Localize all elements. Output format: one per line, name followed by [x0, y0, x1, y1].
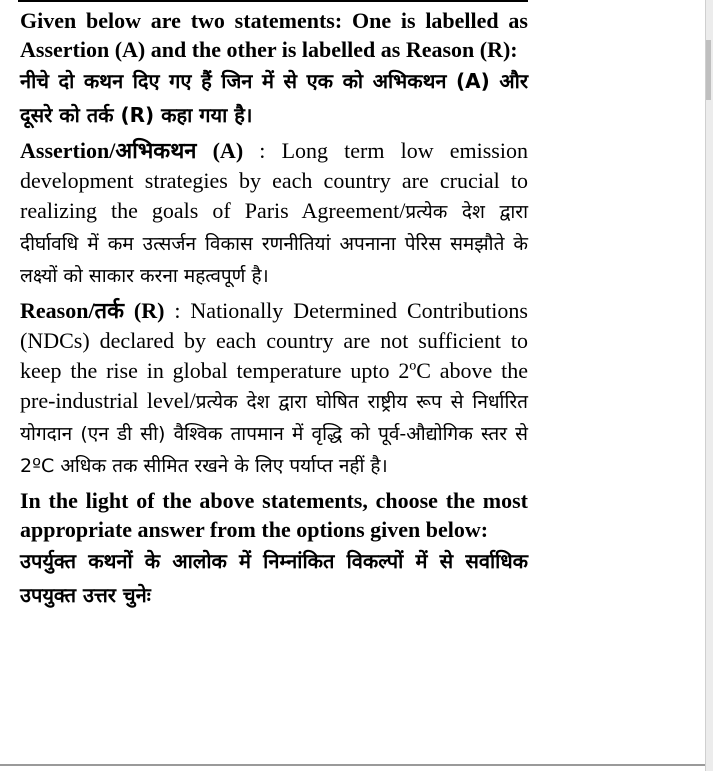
intro-hindi: नीचे दो कथन दिए गए हैं जिन में से एक को अभिकथन (A) और दूसरे को तर्क (R) कहा गया है।: [20, 69, 528, 127]
instruction-hindi: उपर्युक्त कथनों के आलोक में निम्नांकित विकल्पों में से सर्वाधिक उपयुक्त उत्तर चुनेः: [20, 549, 528, 607]
reason-statement: [20, 296, 528, 482]
reason-separator: :: [164, 298, 191, 323]
bottom-rule: [0, 764, 705, 766]
assertion-english: Long term low emission development strategies by each country are crucial to realizing the goals of Paris Agreement/: [20, 138, 528, 223]
assertion-statement: [20, 136, 528, 292]
scrollbar-track[interactable]: [705, 0, 713, 771]
assertion-hindi: प्रत्येक देश द्वारा दीर्घावधि में कम उत्सर्जन विकास रणनीतियां अपनाना पेरिस समझौते के लक्ष्यों को साकार करना महत्वपूर्ण है।: [20, 201, 528, 287]
assertion-label: Assertion/अभिकथन (A): [20, 138, 244, 163]
scrollbar-thumb[interactable]: [706, 40, 711, 100]
reason-english: Nationally Determined Contributions (NDCs) declared by each country are not sufficient to keep the rise in global temperature upto 2ºC above the pre-industrial level/: [20, 298, 528, 413]
reason-label: Reason/तर्क (R): [20, 298, 165, 323]
reason-hindi: प्रत्येक देश द्वारा घोषित राष्ट्रीय रूप से निर्धारित योगदान (एन डी सी) वैश्विक तापमान में वृद्धि को पूर्व-औद्योगिक स्तर से 2ºC अधिक तक सीमित रखने के लिए पर्याप्त नहीं है।: [20, 391, 528, 477]
top-rule: [18, 0, 528, 2]
question-text: [20, 6, 528, 612]
instruction-english: In the light of the above statements, choose the most appropriate answer from the options given below:: [20, 488, 528, 542]
intro-english: Given below are two statements: One is labelled as Assertion (A) and the other is labelled as Reason (R):: [20, 8, 528, 62]
assertion-separator: :: [243, 138, 282, 163]
